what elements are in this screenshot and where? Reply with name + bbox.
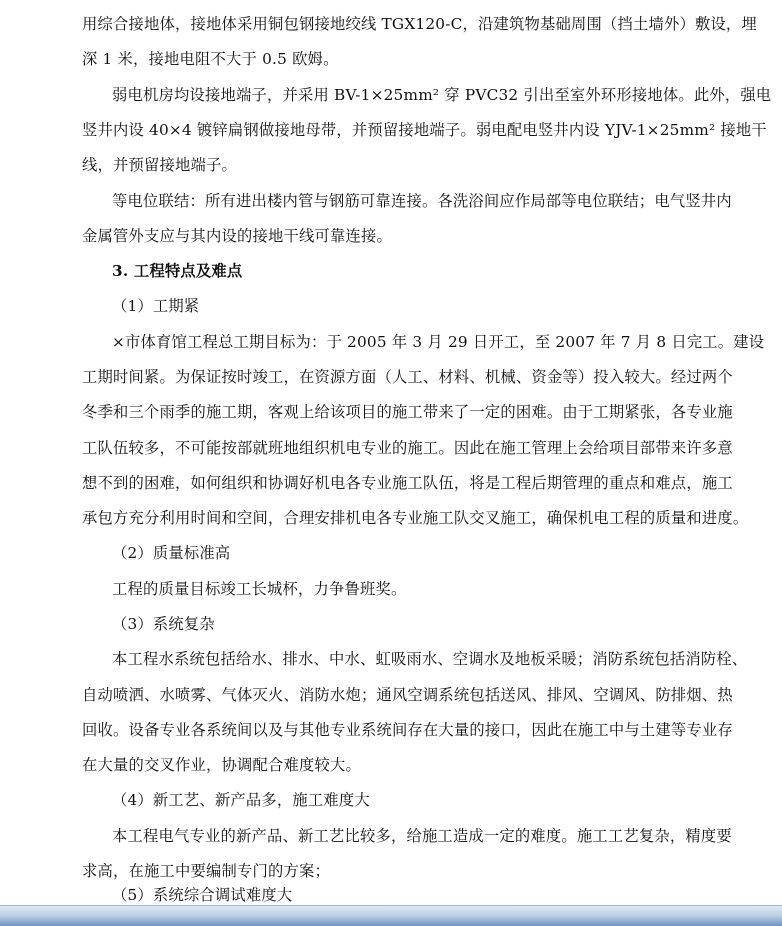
subsection-heading: （1）工期紧 (112, 297, 200, 315)
text-line: 工期时间紧。为保证按时竣工，在资源方面（人工、材料、机械、资金等）投入较大。经过两个 (82, 368, 733, 386)
text-line: 冬季和三个雨季的施工期，客观上给该项目的施工带来了一定的困难。由于工期紧张，各专业施 (82, 403, 733, 421)
paragraph-start-line: 本工程水系统包括给水、排水、中水、虹吸雨水、空调水及地板采暖；消防系统包括消防栓、 (112, 650, 748, 668)
text-line: 线，并预留接地端子。 (82, 156, 237, 174)
subsection-heading: （3）系统复杂 (112, 615, 215, 633)
paragraph-start-line: 等电位联结：所有进出楼内管与钢筋可靠连接。各洗浴间应作局部等电位联结；电气竖井内 (112, 192, 732, 210)
text-line: 竖井内设 40×4 镀锌扁钢做接地母带，并预留接地端子。弱电配电竖井内设 YJV-1×25mm² 接地干 (82, 121, 767, 139)
subsection-heading: （4）新工艺、新产品多，施工难度大 (112, 791, 370, 809)
text-line: 求高，在施工中要编制专门的方案； (82, 862, 330, 880)
text-line: 用综合接地体，接地体采用铜包钢接地绞线 TGX120-C，沿建筑物基础周围（挡土墙外）敷设，埋 (82, 15, 757, 33)
text-line: 金属管外支应与其内设的接地干线可靠连接。 (82, 227, 392, 245)
text-line: 自动喷洒、水喷雾、气体灭火、消防水炮；通风空调系统包括送风、排风、空调风、防排烟、热 (82, 686, 733, 704)
subsection-heading: （2）质量标准高 (112, 544, 231, 562)
subsection-heading: （5）系统综合调试难度大 (112, 886, 293, 904)
paragraph-start-line: 弱电机房均设接地端子，并采用 BV-1×25mm² 穿 PVC32 引出至室外环形接地体。此外，强电 (112, 86, 772, 104)
text-line: 想不到的困难，如何组织和协调好机电各专业施工队伍，将是工程后期管理的重点和难点，施工 (82, 474, 733, 492)
text-line: 在大量的交叉作业，协调配合难度较大。 (82, 756, 361, 774)
window-bottom-bar (0, 905, 782, 926)
text-line: 回收。设备专业各系统间以及与其他专业系统间存在大量的接口，因此在施工中与土建等专业存 (82, 721, 733, 739)
text-line: 承包方充分利用时间和空间，合理安排机电各专业施工队交叉施工，确保机电工程的质量和进度。 (82, 509, 749, 527)
text-line: 工队伍较多，不可能按部就班地组织机电专业的施工。因此在施工管理上会给项目部带来许多意 (82, 439, 733, 457)
section-heading: 3. 工程特点及难点 (112, 262, 243, 280)
text-line: 深 1 米，接地电阻不大于 0.5 欧姆。 (82, 50, 339, 68)
paragraph-start-line: ×市体育馆工程总工期目标为：于 2005 年 3 月 29 日开工，至 2007 年 7 月 8 日完工。建设 (112, 333, 765, 351)
paragraph-start-line: 工程的质量目标竣工长城杯，力争鲁班奖。 (112, 580, 407, 598)
paragraph-start-line: 本工程电气专业的新产品、新工艺比较多，给施工造成一定的难度。施工工艺复杂，精度要 (112, 827, 732, 845)
